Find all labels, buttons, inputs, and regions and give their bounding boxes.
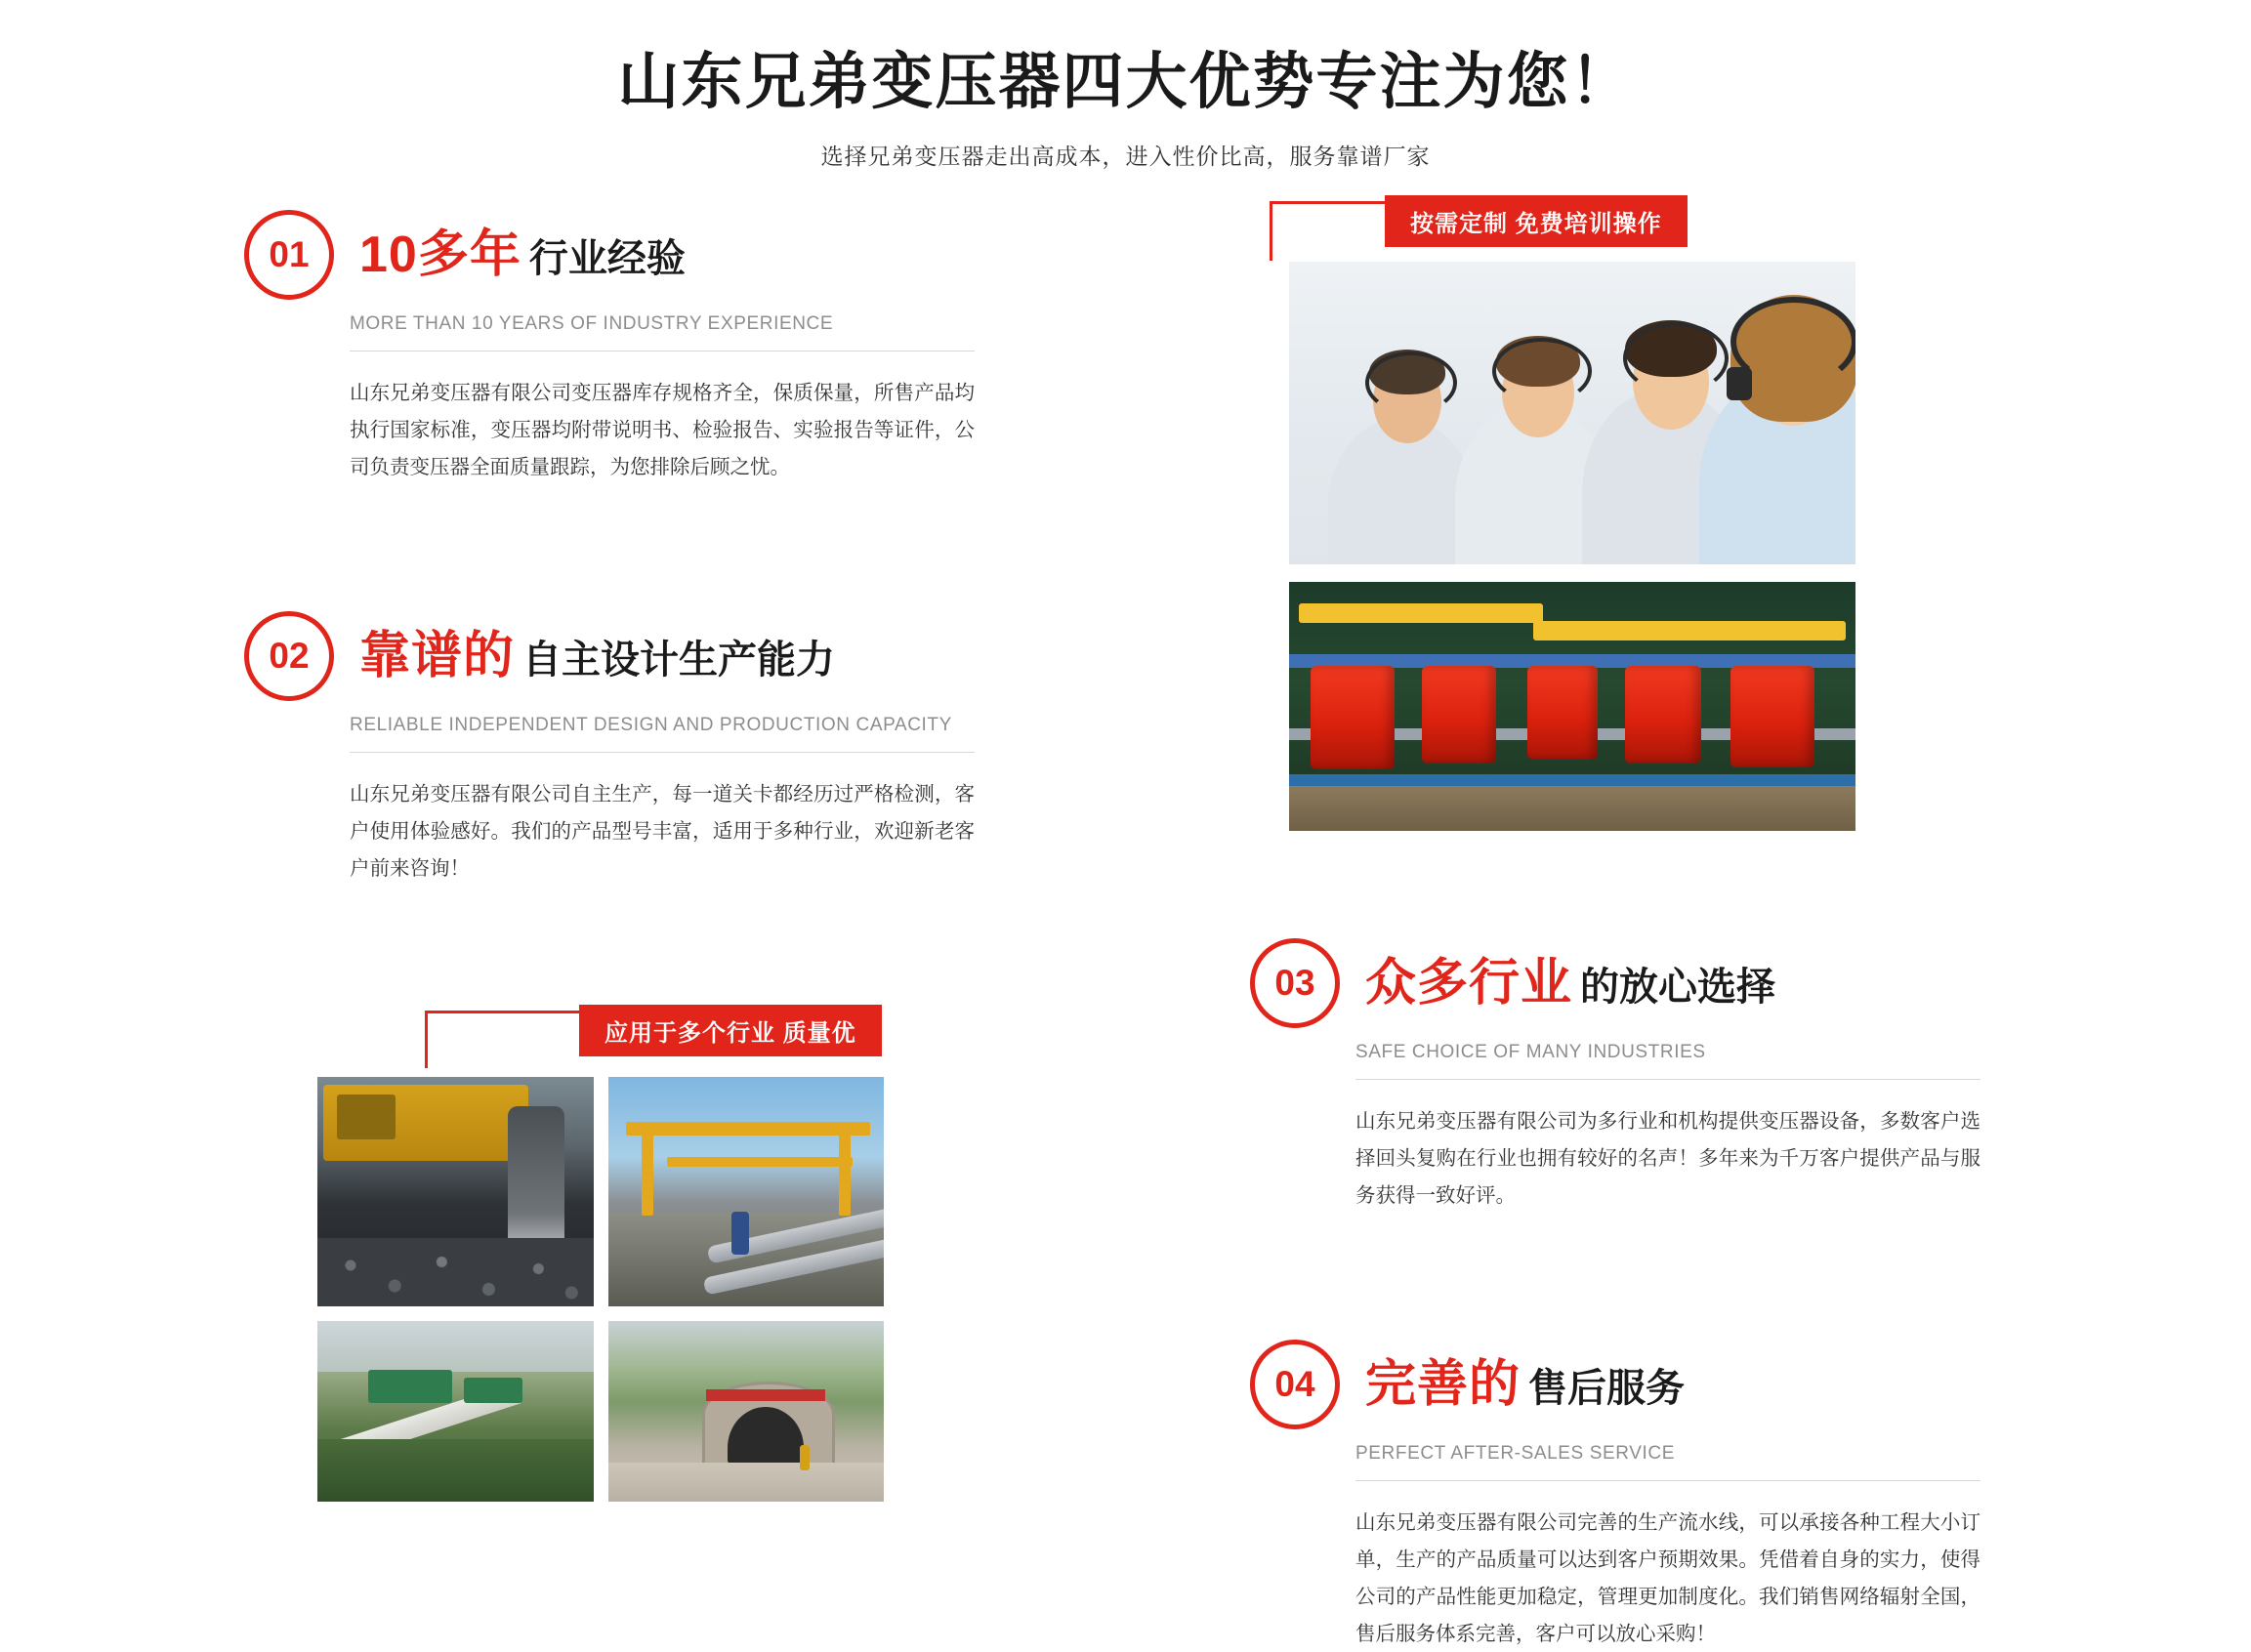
feature-03-title	[1365, 955, 1776, 1012]
feature-04-title-dark: 售后服务	[1528, 1366, 1686, 1410]
feature-02	[244, 611, 1006, 888]
page-subtitle: 选择兄弟变压器走出高成本，进入性价比高，服务靠谱厂家	[820, 144, 1431, 170]
tunnel-banner-shape	[706, 1389, 825, 1401]
tunnel-worker-shape	[800, 1445, 810, 1470]
feature-02-title-dark: 自主设计生产能力	[522, 638, 836, 681]
page-header	[0, 0, 2251, 171]
bridge-foliage-shape	[317, 1439, 594, 1502]
photo-mountain-bridge	[317, 1321, 594, 1502]
feature-03-body: 山东兄弟变压器有限公司为多行业和机构提供变压器设备，多数客户选择回头复购在行业也拥有较好的名声！多年来为千万客户提供产品与服务获得一致好评。	[1355, 1110, 1980, 1207]
page-title: 山东兄弟变压器四大优势专注为您！	[617, 48, 1634, 116]
headset-3-icon	[1623, 322, 1729, 394]
tunnel-road-shape	[608, 1463, 885, 1502]
feature-03-title-dark: 的放心选择	[1580, 966, 1776, 1009]
headset-1-icon	[1365, 351, 1457, 414]
feature-04-title-red: 完善的	[1365, 1355, 1522, 1413]
feature-02-title-en: RELIABLE INDEPENDENT DESIGN AND PRODUCTION CAPACITY	[350, 715, 975, 753]
service-ribbon-wrap	[1289, 195, 1855, 240]
industry-ribbon-connector	[425, 1011, 584, 1068]
industry-images-row-2	[317, 1321, 884, 1502]
feature-02-title	[359, 627, 836, 684]
bridge-equipment-2-shape	[464, 1378, 522, 1403]
feature-03-head	[1250, 938, 2022, 1028]
spacer	[1250, 1215, 2022, 1340]
feature-01-badge: 01	[244, 210, 334, 300]
gantry-worker-shape	[731, 1212, 749, 1255]
industry-ribbon-wrap	[317, 1005, 884, 1050]
gantry-beam-shape	[626, 1122, 870, 1136]
photo-tunnel-portal	[608, 1321, 885, 1502]
headset-2-icon	[1492, 338, 1592, 404]
transformer-base-shape	[1289, 774, 1855, 786]
transformer-pallet-shape	[1289, 786, 1855, 831]
service-image-group	[1289, 195, 1855, 831]
industry-images-row-1	[317, 1077, 884, 1306]
feature-04-title-en: PERFECT AFTER-SALES SERVICE	[1355, 1443, 1980, 1481]
transformer-coil-5-shape	[1730, 666, 1814, 767]
feature-03	[1250, 938, 2022, 1215]
left-column	[244, 210, 1006, 1502]
photo-gantry-crane	[608, 1077, 885, 1306]
photo-transformer	[1289, 582, 1855, 831]
feature-01-title-dark: 行业经验	[528, 237, 686, 280]
industry-image-group	[317, 1005, 884, 1502]
headset-4-earpiece-shape	[1727, 367, 1752, 400]
feature-04	[1250, 1340, 2022, 1652]
feature-03-badge: 03	[1250, 938, 1340, 1028]
transformer-top-bar-1-shape	[1299, 603, 1543, 623]
paver-cab-shape	[337, 1094, 396, 1139]
feature-01-title-red: 10多年	[359, 227, 521, 283]
feature-03-title-red: 众多行业	[1365, 955, 1573, 1012]
feature-02-head	[244, 611, 1006, 701]
transformer-top-bar-2-shape	[1533, 621, 1846, 640]
feature-04-title	[1365, 1355, 1686, 1413]
feature-01-head	[244, 210, 1006, 300]
feature-02-title-red: 靠谱的	[359, 627, 516, 684]
photo-road-paving	[317, 1077, 594, 1306]
bridge-equipment-shape	[368, 1370, 452, 1403]
service-ribbon-connector	[1270, 201, 1390, 261]
gantry-leg-right-shape	[839, 1122, 851, 1216]
gantry-beam-2-shape	[667, 1157, 853, 1167]
transformer-coil-3-shape	[1527, 666, 1598, 760]
industry-ribbon-label: 应用于多个行业 质量优	[579, 1005, 882, 1056]
transformer-coil-4-shape	[1625, 666, 1701, 764]
right-column	[1250, 195, 2022, 1652]
bridge-sky-shape	[317, 1321, 594, 1372]
feature-04-head	[1250, 1340, 2022, 1429]
feature-02-body: 山东兄弟变压器有限公司自主生产，每一道关卡都经历过严格检测，客户使用体验感好。我们的产品型号丰富，适用于多种行业，欢迎新老客户前来咨询！	[350, 782, 975, 880]
feature-04-badge: 04	[1250, 1340, 1340, 1429]
gravel-texture	[317, 1238, 594, 1306]
photo-call-center	[1289, 262, 1855, 564]
service-ribbon-label: 按需定制 免费培训操作	[1385, 195, 1688, 247]
feature-01-title-en: MORE THAN 10 YEARS OF INDUSTRY EXPERIENCE	[350, 313, 975, 351]
gantry-leg-left-shape	[642, 1122, 653, 1216]
feature-04-body: 山东兄弟变压器有限公司完善的生产流水线，可以承接各种工程大小订单，生产的产品质量可以达到客户预期效果。凭借着自身的实力，使得公司的产品性能更加稳定，管理更加制度化。我们销售网络辐射全国，售后服务体系完善，客户可以放心采购！	[1355, 1510, 1980, 1645]
transformer-coil-2-shape	[1422, 666, 1496, 764]
feature-01-body: 山东兄弟变压器有限公司变压器库存规格齐全，保质保量，所售产品均执行国家标准，变压器均附带说明书、检验报告、实验报告等证件，公司负责变压器全面质量跟踪，为您排除后顾之忧。	[350, 382, 975, 478]
feature-02-badge: 02	[244, 611, 334, 701]
spacer	[244, 486, 1006, 611]
feature-01-title	[359, 227, 686, 283]
feature-01	[244, 210, 1006, 486]
feature-03-title-en: SAFE CHOICE OF MANY INDUSTRIES	[1355, 1042, 1980, 1080]
transformer-coil-1-shape	[1311, 666, 1395, 769]
